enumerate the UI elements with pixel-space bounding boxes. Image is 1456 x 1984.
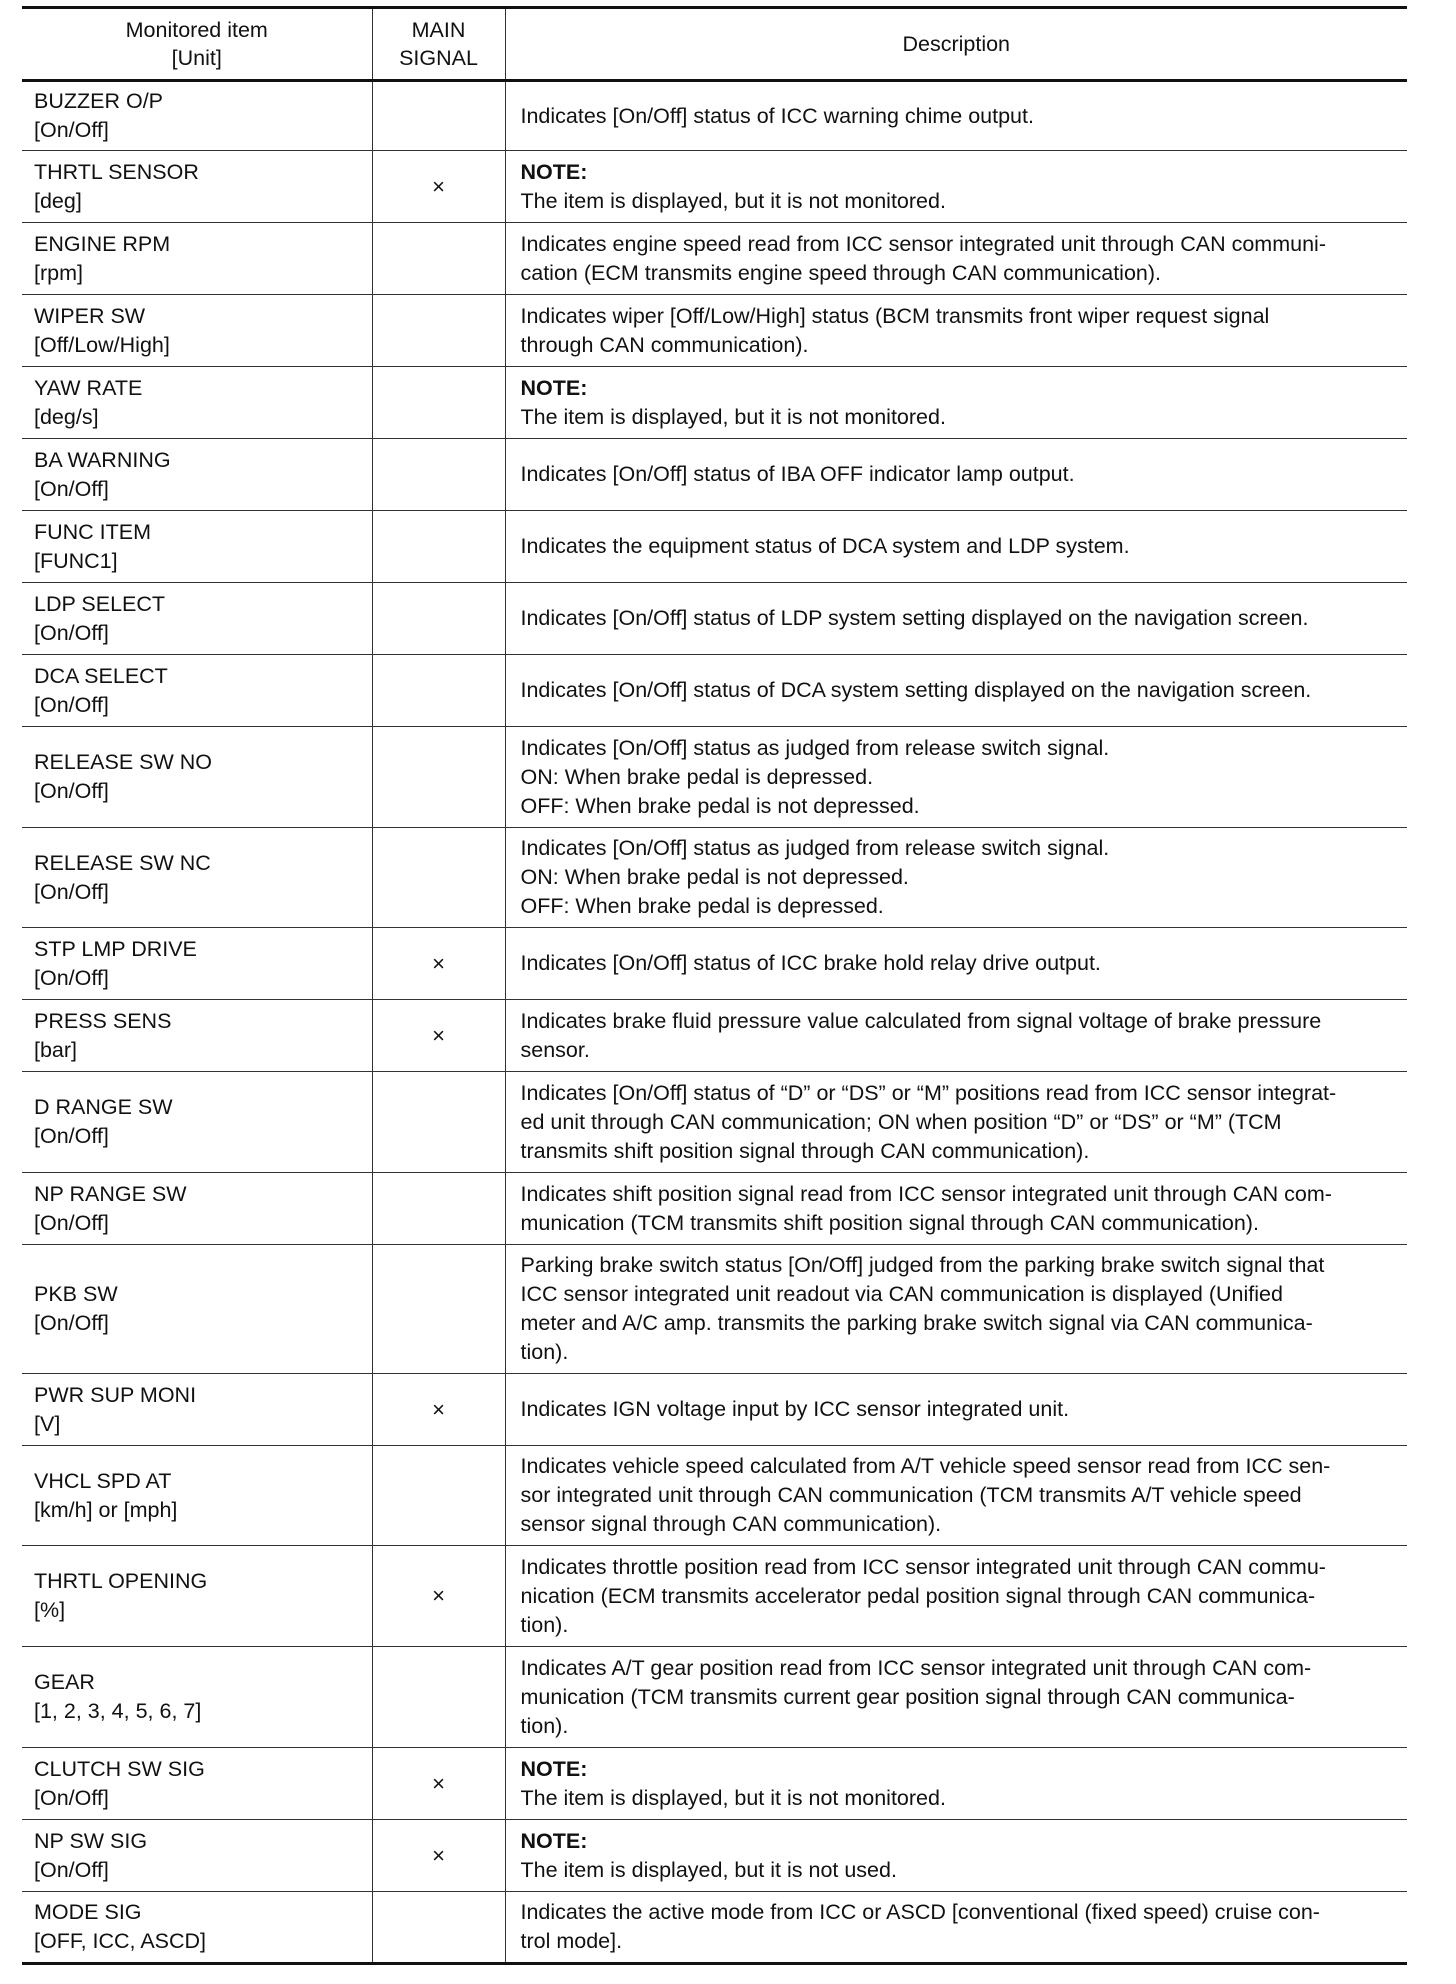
monitored-item-cell bbox=[22, 1173, 372, 1245]
table-row bbox=[22, 828, 1407, 928]
item-unit: [On/Off] bbox=[34, 692, 109, 717]
description-cell bbox=[505, 655, 1407, 727]
description-line: Indicates [On/Off] status of IBA OFF indicator lamp output. bbox=[520, 462, 1075, 486]
description-cell bbox=[505, 81, 1407, 151]
description-line: Indicates the equipment status of DCA system and LDP system. bbox=[520, 534, 1130, 558]
item-unit: [On/Off] bbox=[34, 1210, 109, 1235]
table-row bbox=[22, 1820, 1407, 1892]
main-signal-cell bbox=[372, 511, 505, 583]
table-row bbox=[22, 1374, 1407, 1446]
description-line: tion). bbox=[520, 1340, 569, 1364]
main-signal-cell bbox=[372, 295, 505, 367]
table-row bbox=[22, 151, 1407, 223]
monitored-item-cell bbox=[22, 1820, 372, 1892]
description-line: ed unit through CAN communication; ON when position “D” or “DS” or “M” (TCM bbox=[520, 1109, 1282, 1134]
item-unit: [deg] bbox=[34, 188, 82, 213]
item-name: NP RANGE SW bbox=[34, 1181, 187, 1206]
monitored-item-cell bbox=[22, 828, 372, 928]
main-signal-mark: × bbox=[432, 1583, 445, 1608]
description-line: The item is displayed, but it is not used. bbox=[520, 1857, 897, 1882]
main-signal-cell bbox=[372, 1374, 505, 1446]
description-cell bbox=[505, 223, 1407, 295]
main-signal-mark: × bbox=[432, 1022, 445, 1048]
description-cell bbox=[505, 295, 1407, 367]
description-line: Parking brake switch status [On/Off] judged from the parking brake switch signal that bbox=[520, 1253, 1325, 1277]
table-row bbox=[22, 367, 1407, 439]
item-name: D RANGE SW bbox=[34, 1095, 173, 1119]
item-name: MODE SIG bbox=[34, 1900, 142, 1924]
table-row bbox=[22, 223, 1407, 295]
description-line: Indicates throttle position read from ICC sensor integrated unit through CAN commu- bbox=[520, 1554, 1326, 1579]
description-line: through CAN communication). bbox=[520, 332, 809, 357]
monitored-item-cell bbox=[22, 1245, 372, 1374]
header-signal-line2: SIGNAL bbox=[399, 46, 478, 70]
description-line: ON: When brake pedal is not depressed. bbox=[520, 865, 909, 889]
main-signal-cell bbox=[372, 1546, 505, 1647]
item-unit: [deg/s] bbox=[34, 404, 99, 429]
description-cell bbox=[505, 367, 1407, 439]
main-signal-cell bbox=[372, 1748, 505, 1820]
description-line: Indicates [On/Off] status of ICC warning chime output. bbox=[520, 103, 1034, 128]
header-item-line2: [Unit] bbox=[171, 46, 222, 70]
description-line: The item is displayed, but it is not monitored. bbox=[520, 188, 946, 213]
item-name: WIPER SW bbox=[34, 303, 146, 328]
table-row bbox=[22, 295, 1407, 367]
main-signal-cell bbox=[372, 727, 505, 828]
main-signal-cell bbox=[372, 1820, 505, 1892]
description-line: munication (TCM transmits shift position signal through CAN communication). bbox=[520, 1210, 1259, 1235]
item-unit: [On/Off] bbox=[34, 1785, 109, 1810]
item-unit: [V] bbox=[34, 1411, 61, 1436]
item-unit: [On/Off] bbox=[34, 1857, 109, 1882]
monitored-item-cell bbox=[22, 151, 372, 223]
item-name: BA WARNING bbox=[34, 447, 171, 472]
monitored-item-cell bbox=[22, 295, 372, 367]
item-unit: [On/Off] bbox=[34, 965, 109, 990]
description-line: transmits shift position signal through CAN communication). bbox=[520, 1138, 1090, 1163]
item-name: RELEASE SW NC bbox=[34, 850, 211, 875]
monitored-item-cell bbox=[22, 367, 372, 439]
item-unit: [bar] bbox=[34, 1037, 78, 1062]
main-signal-cell bbox=[372, 828, 505, 928]
description-line: Indicates brake fluid pressure value calculated from signal voltage of brake pressure bbox=[520, 1008, 1322, 1033]
item-name: LDP SELECT bbox=[34, 591, 166, 616]
main-signal-cell bbox=[372, 151, 505, 223]
description-line: Indicates engine speed read from ICC sensor integrated unit through CAN communi- bbox=[520, 231, 1326, 256]
main-signal-cell bbox=[372, 1892, 505, 1964]
note-label: NOTE: bbox=[520, 159, 588, 184]
header-monitored-item bbox=[22, 8, 372, 81]
main-signal-mark: × bbox=[432, 1396, 445, 1422]
description-cell bbox=[505, 1820, 1407, 1892]
item-unit: [On/Off] bbox=[34, 476, 109, 501]
item-name: THRTL SENSOR bbox=[34, 159, 199, 184]
table-row bbox=[22, 1446, 1407, 1546]
description-cell bbox=[505, 1072, 1407, 1173]
description-cell bbox=[505, 439, 1407, 511]
item-unit: [Off/Low/High] bbox=[34, 332, 170, 357]
monitored-item-cell bbox=[22, 1374, 372, 1446]
monitored-item-cell bbox=[22, 1748, 372, 1820]
monitored-item-cell bbox=[22, 928, 372, 1000]
item-unit: [On/Off] bbox=[34, 879, 109, 904]
description-cell bbox=[505, 1892, 1407, 1964]
monitored-item-cell bbox=[22, 81, 372, 151]
description-line: Indicates the active mode from ICC or ASCD [conventional (fixed speed) cruise con- bbox=[520, 1900, 1320, 1924]
item-name: THRTL OPENING bbox=[34, 1569, 208, 1593]
description-line: Indicates [On/Off] status of LDP system setting displayed on the navigation screen. bbox=[520, 606, 1309, 630]
description-line: Indicates [On/Off] status as judged from release switch signal. bbox=[520, 836, 1110, 860]
monitored-item-cell bbox=[22, 655, 372, 727]
main-signal-cell bbox=[372, 81, 505, 151]
description-line: The item is displayed, but it is not monitored. bbox=[520, 404, 946, 429]
description-line: The item is displayed, but it is not monitored. bbox=[520, 1785, 946, 1810]
monitored-item-cell bbox=[22, 1000, 372, 1072]
table-row bbox=[22, 1546, 1407, 1647]
note-label: NOTE: bbox=[520, 1828, 588, 1853]
item-name: RELEASE SW NO bbox=[34, 750, 213, 774]
monitored-item-cell bbox=[22, 583, 372, 655]
table-row bbox=[22, 1000, 1407, 1072]
description-line: Indicates [On/Off] status of DCA system setting displayed on the navigation screen. bbox=[520, 678, 1312, 702]
table-row bbox=[22, 655, 1407, 727]
item-unit: [OFF, ICC, ASCD] bbox=[34, 1929, 207, 1953]
description-line: ICC sensor integrated unit readout via CAN communication is displayed (Unified bbox=[520, 1282, 1283, 1306]
item-name: ENGINE RPM bbox=[34, 231, 171, 256]
description-cell bbox=[505, 727, 1407, 828]
main-signal-cell bbox=[372, 1647, 505, 1748]
table-row bbox=[22, 1892, 1407, 1964]
description-line: OFF: When brake pedal is not depressed. bbox=[520, 793, 920, 818]
description-cell bbox=[505, 583, 1407, 655]
header-main-signal bbox=[372, 8, 505, 81]
description-line: cation (ECM transmits engine speed through CAN communication). bbox=[520, 260, 1162, 285]
monitored-item-cell bbox=[22, 1892, 372, 1964]
item-name: PKB SW bbox=[34, 1282, 118, 1306]
description-line: Indicates shift position signal read from ICC sensor integrated unit through CAN com- bbox=[520, 1181, 1332, 1206]
main-signal-cell bbox=[372, 1072, 505, 1173]
description-line: sensor signal through CAN communication). bbox=[520, 1512, 942, 1536]
table-row bbox=[22, 1245, 1407, 1374]
monitored-item-cell bbox=[22, 1072, 372, 1173]
item-unit: [%] bbox=[34, 1598, 66, 1622]
description-line: Indicates wiper [Off/Low/High] status (BCM transmits front wiper request signal bbox=[520, 303, 1270, 328]
main-signal-cell bbox=[372, 439, 505, 511]
item-unit: [rpm] bbox=[34, 260, 83, 285]
table-body bbox=[22, 81, 1407, 1964]
monitor-item-table bbox=[22, 6, 1407, 1965]
table-row bbox=[22, 1748, 1407, 1820]
main-signal-cell bbox=[372, 928, 505, 1000]
note-label: NOTE: bbox=[520, 375, 588, 400]
item-name: PWR SUP MONI bbox=[34, 1382, 197, 1407]
item-unit: [On/Off] bbox=[34, 1124, 109, 1148]
main-signal-cell bbox=[372, 1000, 505, 1072]
description-line: trol mode]. bbox=[520, 1929, 623, 1953]
item-unit: [1, 2, 3, 4, 5, 6, 7] bbox=[34, 1699, 202, 1723]
table-header-row bbox=[22, 8, 1407, 81]
description-cell bbox=[505, 828, 1407, 928]
main-signal-mark: × bbox=[432, 1842, 445, 1868]
item-name: CLUTCH SW SIG bbox=[34, 1756, 205, 1781]
description-line: tion). bbox=[520, 1713, 569, 1738]
description-line: munication (TCM transmits current gear position signal through CAN communica- bbox=[520, 1684, 1295, 1709]
main-signal-cell bbox=[372, 1173, 505, 1245]
main-signal-mark: × bbox=[432, 950, 445, 976]
main-signal-cell bbox=[372, 1446, 505, 1546]
description-line: tion). bbox=[520, 1612, 569, 1637]
note-label: NOTE: bbox=[520, 1756, 588, 1781]
main-signal-cell bbox=[372, 655, 505, 727]
monitored-item-cell bbox=[22, 223, 372, 295]
main-signal-cell bbox=[372, 367, 505, 439]
table-row bbox=[22, 1647, 1407, 1748]
description-cell bbox=[505, 1173, 1407, 1245]
description-cell bbox=[505, 1446, 1407, 1546]
main-signal-cell bbox=[372, 223, 505, 295]
header-signal-line1: MAIN bbox=[411, 18, 466, 42]
item-name: DCA SELECT bbox=[34, 663, 168, 688]
description-cell bbox=[505, 511, 1407, 583]
description-cell bbox=[505, 151, 1407, 223]
main-signal-cell bbox=[372, 583, 505, 655]
item-name: YAW RATE bbox=[34, 375, 143, 400]
main-signal-cell bbox=[372, 1245, 505, 1374]
description-cell bbox=[505, 1374, 1407, 1446]
description-cell bbox=[505, 1546, 1407, 1647]
table-row bbox=[22, 727, 1407, 828]
header-description: Description bbox=[505, 8, 1407, 81]
item-name: GEAR bbox=[34, 1670, 95, 1694]
item-name: FUNC ITEM bbox=[34, 519, 152, 544]
monitored-item-cell bbox=[22, 1446, 372, 1546]
description-cell bbox=[505, 1000, 1407, 1072]
description-line: nication (ECM transmits accelerator pedal position signal through CAN communica- bbox=[520, 1583, 1316, 1608]
item-name: BUZZER O/P bbox=[34, 89, 164, 113]
description-cell bbox=[505, 1245, 1407, 1374]
table-row bbox=[22, 81, 1407, 151]
description-line: Indicates [On/Off] status of “D” or “DS” or “M” positions read from ICC sensor integrat- bbox=[520, 1080, 1337, 1105]
description-cell bbox=[505, 928, 1407, 1000]
header-item-line1: Monitored item bbox=[125, 18, 268, 42]
description-cell bbox=[505, 1647, 1407, 1748]
monitored-item-cell bbox=[22, 727, 372, 828]
table-row bbox=[22, 928, 1407, 1000]
item-unit: [km/h] or [mph] bbox=[34, 1497, 178, 1522]
monitored-item-cell bbox=[22, 439, 372, 511]
item-unit: [On/Off] bbox=[34, 620, 109, 645]
description-cell bbox=[505, 1748, 1407, 1820]
item-name: STP LMP DRIVE bbox=[34, 936, 197, 961]
table-row bbox=[22, 439, 1407, 511]
main-signal-mark: × bbox=[432, 173, 445, 199]
item-unit: [On/Off] bbox=[34, 779, 109, 803]
description-line: OFF: When brake pedal is depressed. bbox=[520, 894, 884, 918]
item-unit: [On/Off] bbox=[34, 1311, 109, 1335]
table-row bbox=[22, 1072, 1407, 1173]
item-unit: [FUNC1] bbox=[34, 548, 118, 573]
monitored-item-cell bbox=[22, 1546, 372, 1647]
item-name: PRESS SENS bbox=[34, 1008, 172, 1033]
description-line: ON: When brake pedal is depressed. bbox=[520, 764, 874, 789]
table-row bbox=[22, 583, 1407, 655]
description-line: Indicates A/T gear position read from ICC sensor integrated unit through CAN com- bbox=[520, 1655, 1312, 1680]
main-signal-mark: × bbox=[432, 1770, 445, 1796]
monitored-item-cell bbox=[22, 1647, 372, 1748]
description-line: Indicates vehicle speed calculated from A/T vehicle speed sensor read from ICC sen- bbox=[520, 1454, 1331, 1478]
description-line: meter and A/C amp. transmits the parking brake switch signal via CAN communica- bbox=[520, 1311, 1313, 1335]
item-name: VHCL SPD AT bbox=[34, 1468, 172, 1493]
item-name: NP SW SIG bbox=[34, 1828, 148, 1853]
table-row bbox=[22, 1173, 1407, 1245]
description-line: sensor. bbox=[520, 1037, 590, 1062]
description-line: sor integrated unit through CAN communication (TCM transmits A/T vehicle speed bbox=[520, 1483, 1302, 1507]
item-unit: [On/Off] bbox=[34, 118, 109, 142]
description-line: Indicates [On/Off] status as judged from release switch signal. bbox=[520, 735, 1110, 760]
description-line: Indicates IGN voltage input by ICC sensor integrated unit. bbox=[520, 1397, 1070, 1421]
monitored-item-cell bbox=[22, 511, 372, 583]
description-line: Indicates [On/Off] status of ICC brake hold relay drive output. bbox=[520, 951, 1101, 975]
table-row bbox=[22, 511, 1407, 583]
